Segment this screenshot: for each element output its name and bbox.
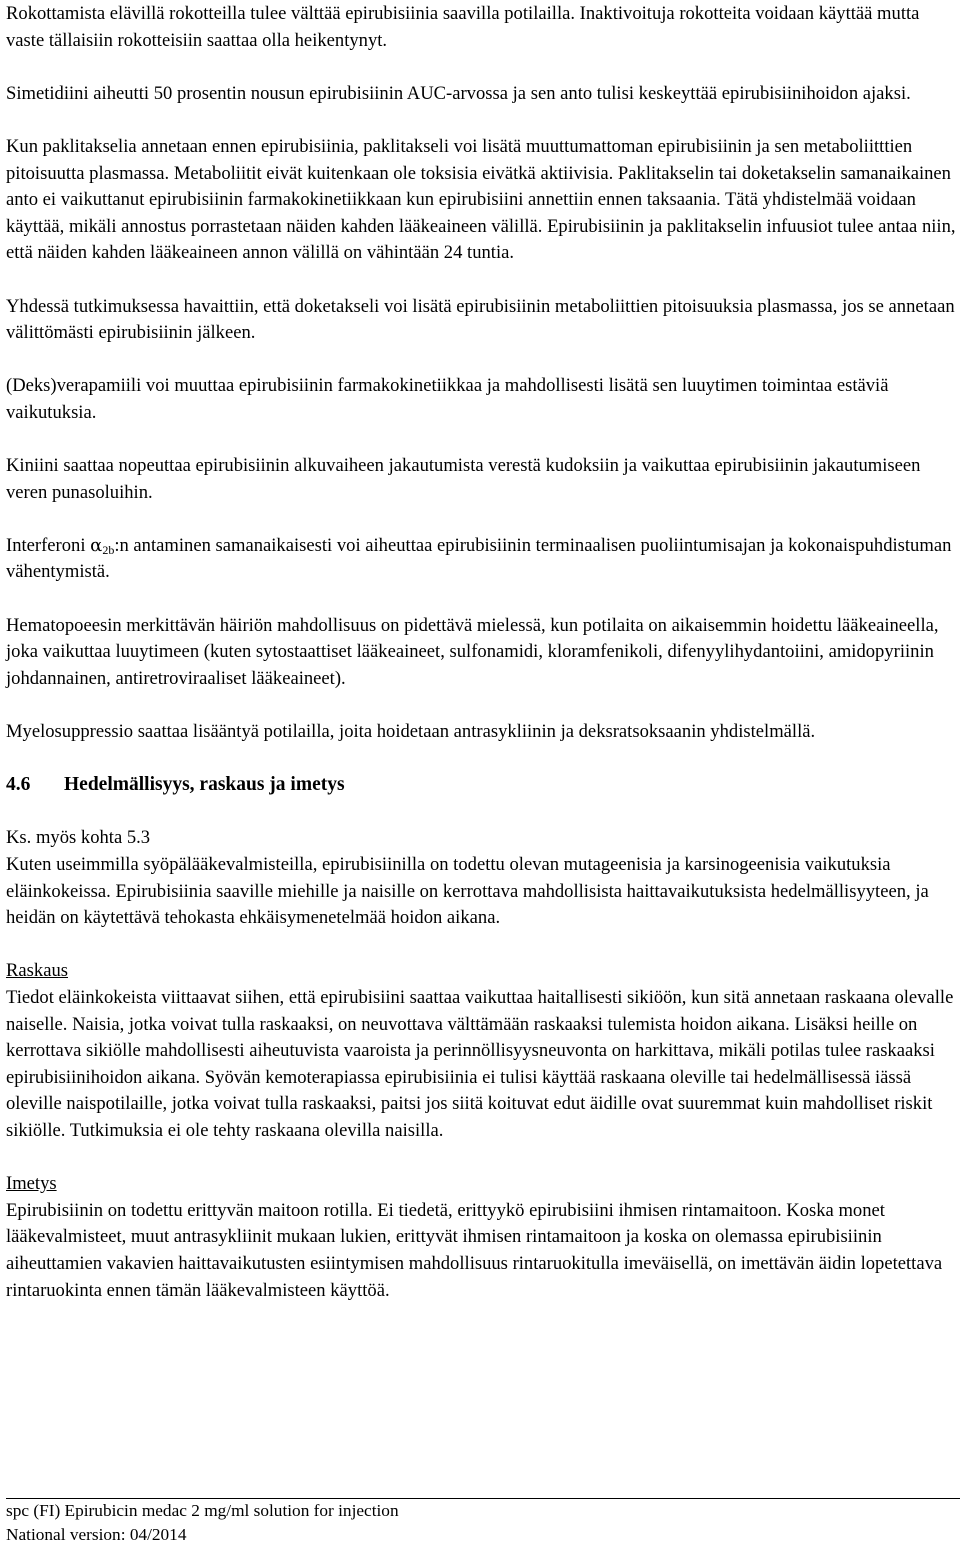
section-reference: Ks. myös kohta 5.3 xyxy=(6,825,956,852)
paragraph-cimetidine: Simetidiini aiheutti 50 prosentin nousun epirubisiinin AUC-arvossa ja sen anto tulisi keskeyttää epirubisiinihoidon ajaksi. xyxy=(6,81,956,108)
paragraph-paclitaxel: Kun paklitakselia annetaan ennen epirubisiinia, paklitakseli voi lisätä muuttumattoman epirubisiinin ja sen metaboliitttien pitoisuutta plasmassa. Metaboliitit eivät kuitenkaan ole toksisia eivätkä aktiivisia. Paklitakselin tai doketakselin samanaikainen anto ei vaikuttanut epirubisiinin farmakokinetiikkaan kun epirubisiini annettiin ennen taksaania. Tätä yhdistelmää voidaan käyttää, mikäli annostus porrastetaan näiden kahden lääkeaineen välillä. Epirubisiinin ja paklitakselin infuusiot tulee antaa niin, että näiden kahden lääkeaineen annon välillä on vähintään 24 tuntia. xyxy=(6,134,956,267)
paragraph-myelosuppression: Myelosuppressio saattaa lisääntyä potilailla, joita hoidetaan antrasykliinin ja deksratsoksaanin yhdistelmällä. xyxy=(6,719,956,746)
pregnancy-text: Tiedot eläinkokeista viittaavat siihen, että epirubisiini saattaa vaikuttaa haitallisesti sikiöön, kun sitä annetaan raskaana olevalle naiselle. Naisia, jotka voivat tulla raskaaksi, on neuvottava välttämään raskaaksi tulemista hoidon aikana. Lisäksi heille on kerrottava sikiölle mahdollisesti aiheutuvista vaaroista ja perinnöllisyysneuvonta on harkittava, mikäli potilas tulee raskaaksi epirubisiinihoidon aikana. Syövän kemoterapiassa epirubisiinia ei tulisi käyttää raskaana oleville tai hedelmällisessä iässä oleville naispotilaille, jotka voivat tulla raskaaksi, paitsi jos siitä koituvat edut äidille ovat suuremmat kuin mahdolliset riskit sikiölle. Tutkimuksia ei ole tehty raskaana olevilla naisilla. xyxy=(6,985,956,1145)
section-intro: Kuten useimmilla syöpälääkevalmisteilla, epirubisiinilla on todettu olevan mutageenisia ja karsinogeenisia vaikutuksia eläinkokeissa. Epirubisiinia saaville miehille ja naisille on kerrottava mahdollisista haittavaikutuksista hedelmällisyyteen, ja heidän on käytettävä tehokasta ehkäisymenetelmää hoidon aikana. xyxy=(6,852,956,932)
footer-version: National version: 04/2014 xyxy=(6,1523,960,1546)
paragraph-verapamil: (Deks)verapamiili voi muuttaa epirubisiinin farmakokinetiikkaa ja mahdollisesti lisätä sen luuytimen toimintaa estäviä vaikutuksia. xyxy=(6,373,956,426)
lactation-heading: Imetys xyxy=(6,1171,956,1198)
paragraph-docetaxel: Yhdessä tutkimuksessa havaittiin, että doketakseli voi lisätä epirubisiinin metaboliittien pitoisuuksia plasmassa, jos se annetaan välittömästi epirubisiinin jälkeen. xyxy=(6,294,956,347)
alpha-subscript: 2b xyxy=(102,543,114,557)
page-footer xyxy=(6,1498,960,1546)
footer-product: spc (FI) Epirubicin medac 2 mg/ml solution for injection xyxy=(6,1499,960,1523)
paragraph-interferon xyxy=(6,533,956,586)
section-title: Hedelmällisyys, raskaus ja imetys xyxy=(64,774,345,795)
lactation-text: Epirubisiinin on todettu erittyvän maitoon rotilla. Ei tiedetä, erittyykö epirubisiini ihmisen rintamaitoon. Koska monet lääkevalmisteet, muut antrasykliinit mukaan lukien, erittyvät ihmisen rintamaitoon ja koska on olemassa epirubisiinin aiheuttamien vakavien haittavaikutusten esiintymisen mahdollisuus rintaruokitulla imeväisellä, on imettävän äidin lopetettava rintaruokinta ennen tämän lääkevalmisteen käyttöä. xyxy=(6,1198,956,1304)
section-heading xyxy=(6,772,956,799)
section-number: 4.6 xyxy=(6,772,64,799)
document-body xyxy=(6,1,956,1304)
alpha-symbol: α xyxy=(90,535,102,556)
pregnancy-heading: Raskaus xyxy=(6,958,956,985)
interferon-text: :n antaminen samanaikaisesti voi aiheuttaa epirubisiinin terminaalisen puoliintumisajan ja kokonaispuhdistuman vähentymistä. xyxy=(6,535,951,583)
paragraph-quinine: Kiniini saattaa nopeuttaa epirubisiinin alkuvaiheen jakautumista verestä kudoksiin ja vaikuttaa epirubisiinin jakautumiseen veren punasoluihin. xyxy=(6,453,956,506)
paragraph-hematopoiesis: Hematopoeesin merkittävän häiriön mahdollisuus on pidettävä mielessä, kun potilaita on aikaisemmin hoidettu lääkeaineella, joka vaikuttaa luuytimeen (kuten sytostaattiset lääkeaineet, sulfonamidi, kloramfenikoli, difenyylihydantoiini, amidopyriinin johdannainen, antiretroviraaliset lääkeaineet). xyxy=(6,613,956,693)
paragraph-vaccination: Rokottamista elävillä rokotteilla tulee välttää epirubisiinia saavilla potilailla. Inaktivoituja rokotteita voidaan käyttää mutta vaste tällaisiin rokotteisiin saattaa olla heikentynyt. xyxy=(6,1,956,54)
interferon-prefix: Interferoni xyxy=(6,535,90,556)
